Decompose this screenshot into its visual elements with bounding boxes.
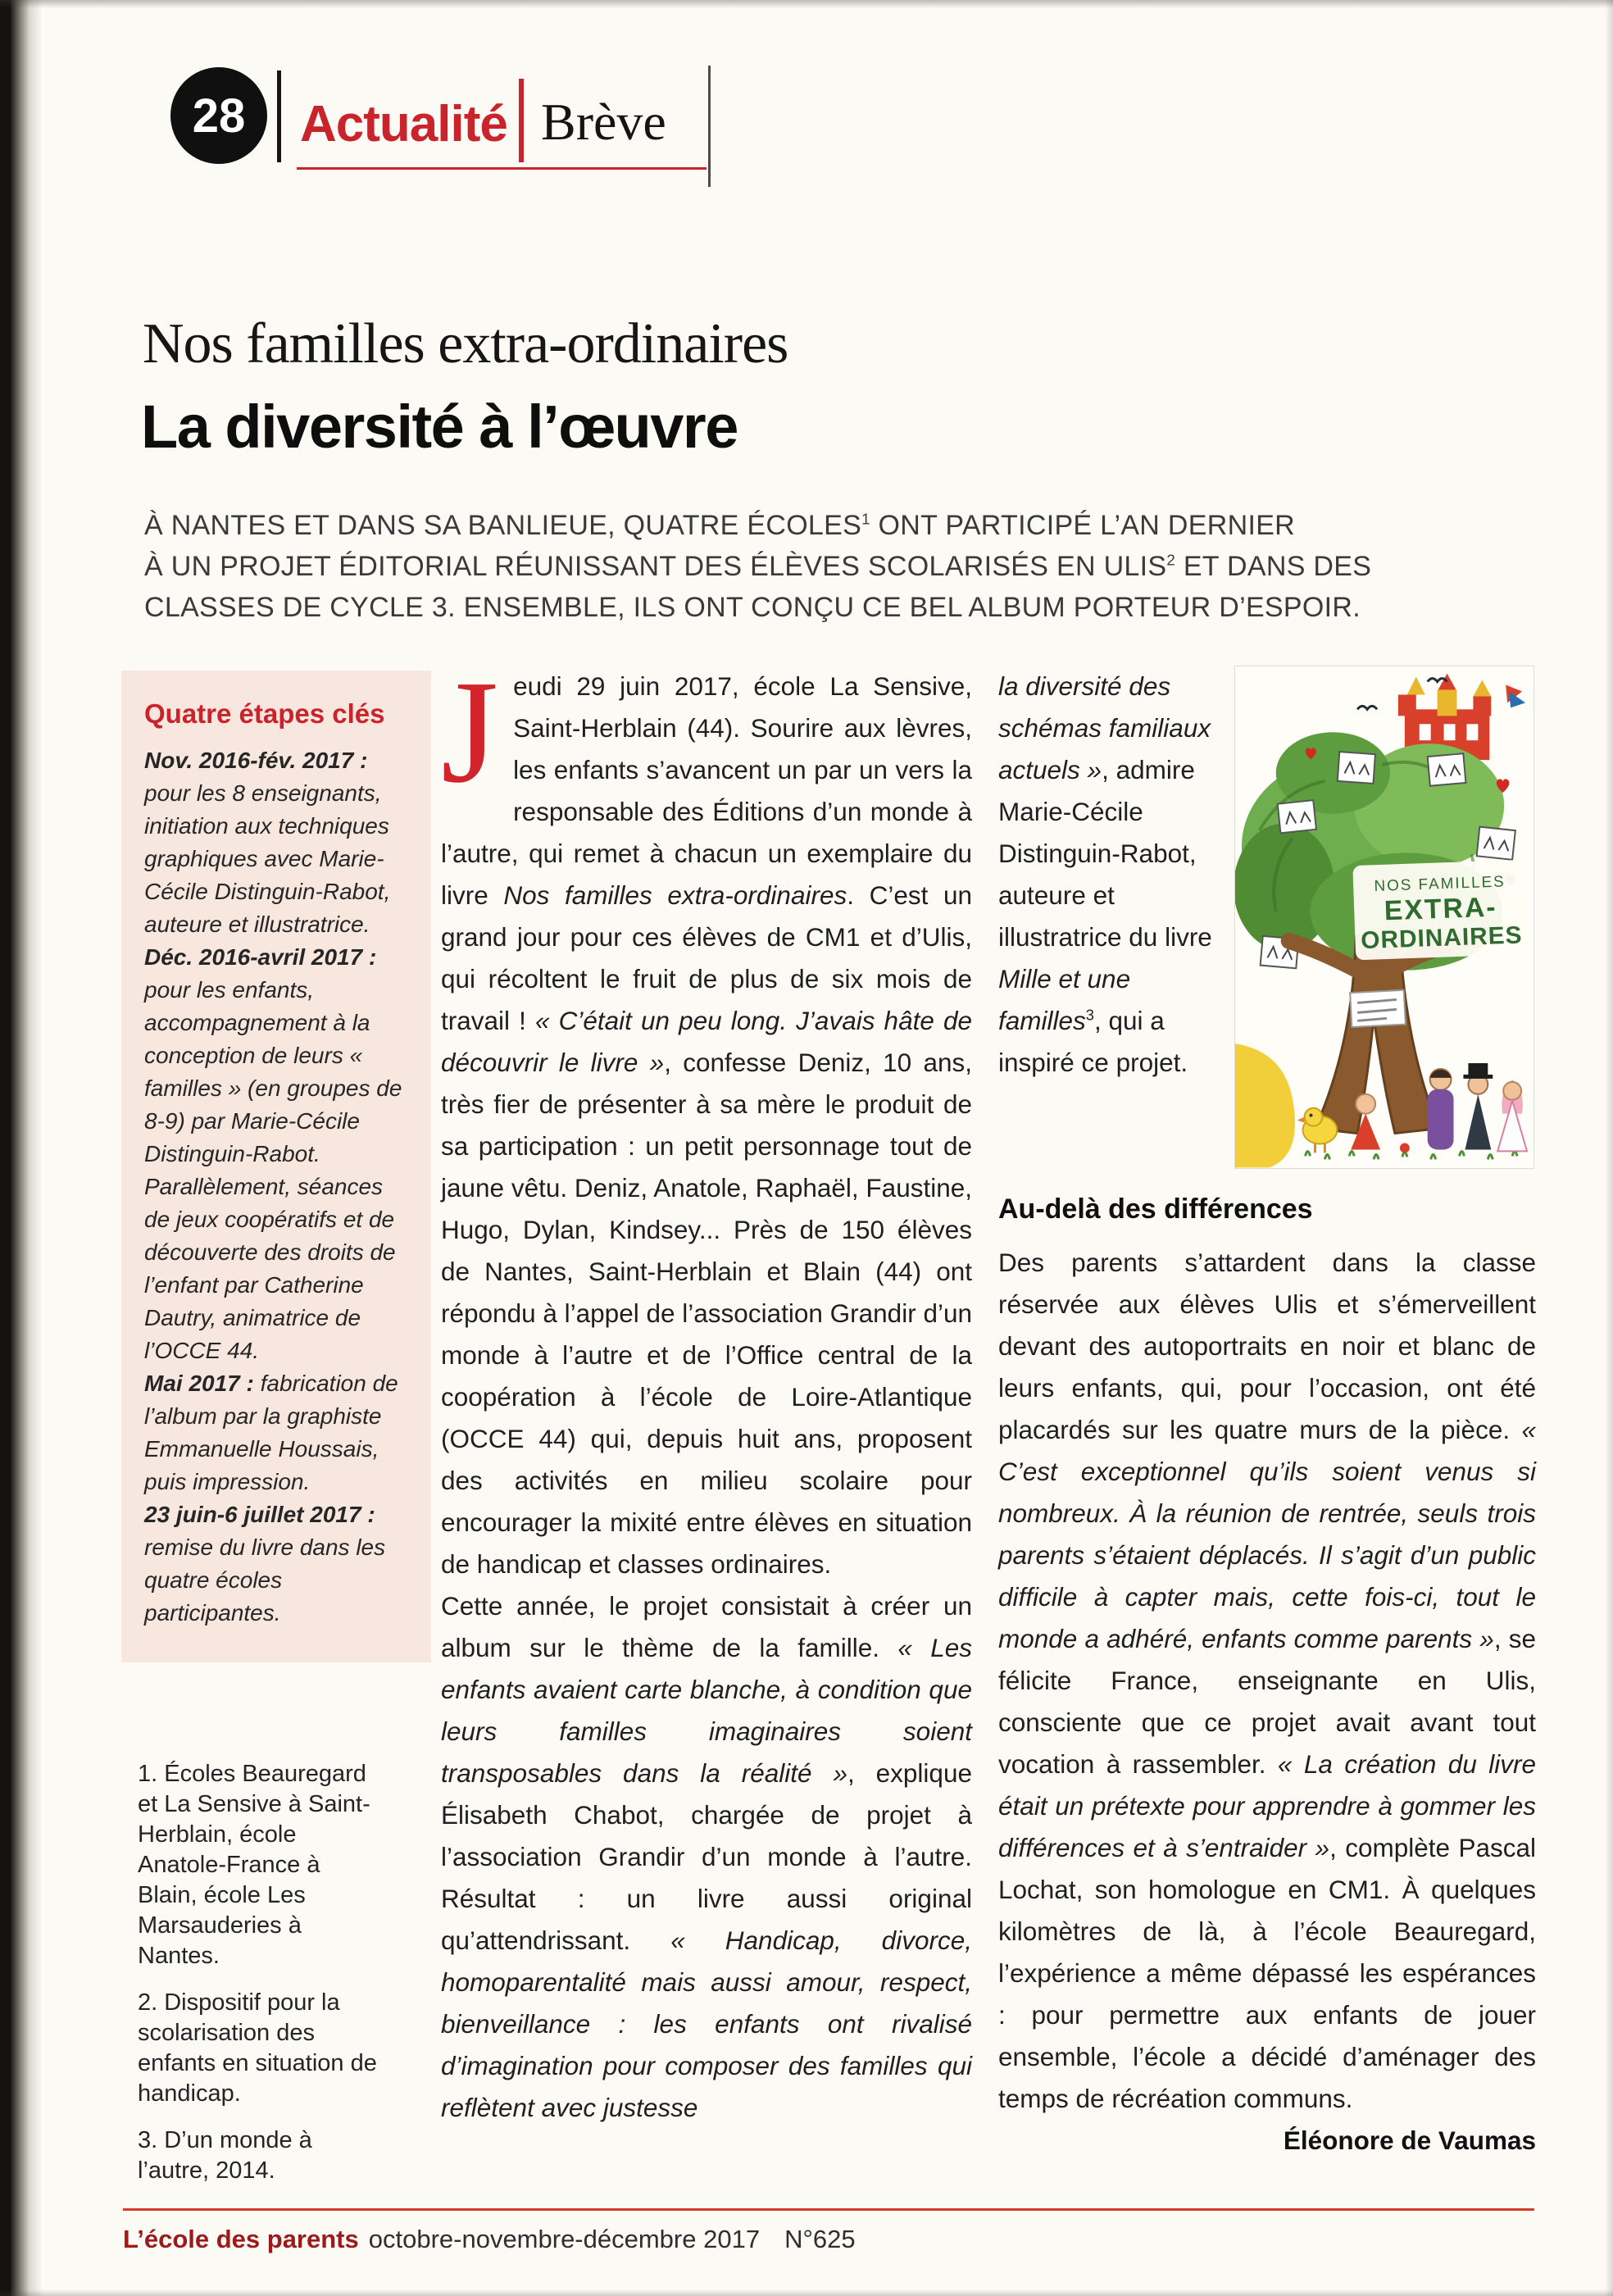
article-column-2	[998, 666, 1536, 2162]
issue-number: N°625	[784, 2225, 856, 2253]
cover-title	[1352, 860, 1529, 961]
masthead-divider	[277, 70, 281, 162]
issue-date: octobre-novembre-décembre 2017	[368, 2225, 761, 2253]
cover-title-line2: ORDINAIRES	[1360, 921, 1524, 955]
sidebar-entry-date: Nov. 2016-fév. 2017 :	[144, 748, 368, 773]
publisher-label	[1350, 990, 1406, 1027]
article-paragraph: Cette année, le projet consistait à créer un album sur le thème de la famille. « Les enfants avaient carte blanche, à condition que leurs familles imaginaires soient transposables dans la réalité », explique Élisabeth Chabot, chargée de projet à l’association Grandir d’un monde à l’autre. Résultat : un livre aussi original qu’attendrissant. « Handicap, divorce, homoparentalité mais aussi amour, respect, bienveillance : les enfants ont rivalisé d’imagination pour composer des familles qui reflètent avec justesse	[441, 1591, 972, 2122]
article-column-1	[441, 650, 973, 2129]
article-paragraph	[441, 650, 973, 1585]
standfirst: À NANTES ET DANS SA BANLIEUE, QUATRE ÉCOLES$^1$ ONT PARTICIPÉ L’AN DERNIER À UN PROJET ÉDITORIAL RÉUNISSANT DES ÉLÈVES SCOLARISÉS EN ULIS$^2$ ET DANS DES CLASSES DE CYCLE 3. ENSEMBLE, ILS ONT CONÇU CE BEL ALBUM PORTEUR D’ESPOIR.	[144, 510, 1372, 623]
footnote: 1. Écoles Beauregard et La Sensive à Saint-Herblain, école Anatole-France à Blain, école Les Marsauderies à Nantes.	[138, 1761, 370, 1969]
sidebar-entry-text: fabrication de l’album par la graphiste Emmanuelle Houssais, puis impression.	[144, 1371, 398, 1494]
sidebar-entry	[144, 1498, 408, 1630]
footnotes	[138, 1759, 385, 2203]
footnote: 3. D’un monde à l’autre, 2014.	[138, 2127, 312, 2184]
article-kicker-title: Nos familles extra-ordinaires	[143, 312, 788, 375]
cover-title-line1: EXTRA-	[1384, 891, 1498, 927]
footnote: 2. Dispositif pour la scolarisation des enfants en situation de handicap.	[138, 1989, 377, 2107]
scan-top-shadow	[0, 0, 1613, 8]
subsection-label: Brève	[541, 93, 666, 151]
scan-right-shadow	[1605, 0, 1613, 2296]
paragraph-text: eudi 29 juin 2017, école La Sensive, Saint-Herblain (44). Sourire aux lèvres, les enfants s’avancent un par un vers la responsable des Éditions d’un monde à l’autre, qui remet à chacun un exemplaire du livre Nos familles extra-ordinaires. C’est un grand jour pour ces élèves de CM1 et d’Ulis, qui récoltent le fruit de plus de six mois de travail ! « C’était un peu long. J’avais hâte de découvrir le livre », confesse Deniz, 10 ans, très fier de présenter à sa mère le produit de sa participation : un petit personnage tout de jaune vêtu. Deniz, Anatole, Raphaël, Faustine, Hugo, Dylan, Kindsey... Près de 150 élèves de Nantes, Saint-Herblain et Blain (44) ont répondu à l’appel de l’association Grandir d’un monde à l’autre et de l’Office central de la coopération à l’école de Loire-Atlantique (OCCE 44) qui, depuis huit ans, proposent des activités en milieu scolaire pour encourager la mixité entre élèves en situation de handicap et classes ordinaires.	[441, 671, 973, 1579]
sidebar-entry-date: Mai 2017 :	[144, 1371, 254, 1396]
article-subheading: Au-delà des différences	[998, 1193, 1313, 1225]
key-steps-sidebar	[121, 671, 431, 1662]
author-byline: Éléonore de Vaumas	[1283, 2126, 1536, 2155]
page-footer	[123, 2225, 856, 2254]
sidebar-entry-text: remise du livre dans les quatre écoles participantes.	[144, 1534, 386, 1625]
page-number: 28	[192, 89, 246, 143]
page-number-badge	[170, 67, 267, 164]
sidebar-entry-date: Déc. 2016-avril 2017 :	[144, 944, 377, 970]
book-cover	[1234, 666, 1534, 1169]
cover-title-small: NOS FAMILLES	[1374, 873, 1506, 895]
red-flower	[1400, 1143, 1410, 1153]
footer-rule	[123, 2208, 1534, 2211]
masthead-divider-red	[519, 79, 524, 162]
sidebar-entry	[144, 744, 408, 941]
masthead-rule	[297, 167, 707, 170]
scan-bottom-shadow	[0, 2289, 1613, 2296]
sidebar-entry-date: 23 juin-6 juillet 2017 :	[144, 1502, 375, 1527]
sidebar-entry-text: pour les enfants, accompagnement à la conception de leurs « familles » (en groupes de 8-9) par Marie-Cécile Distinguin-Rabot. Parallèlement, séances de jeux coopératifs et de découverte des droits de l’enfant par Catherine Dautry, animatrice de l’OCCE 44.	[144, 977, 402, 1363]
article-paragraph: Des parents s’attardent dans la classe réservée aux élèves Ulis et s’émerveillent devant des autoportraits en noir et blanc de leurs enfants, qui, pour l’occasion, ont été placardés sur les quatre murs de la pièce. « C’est exceptionnel qu’ils soient venus si nombreux. À la réunion de rentrée, seuls trois parents s’étaient déplacés. Il s’agit d’un public difficile à capter mais, cette fois-ci, tout le monde a adhéré, enfants comme parents », se félicite France, enseignante en Ulis, consciente que ce projet avait avant tout vocation à rassembler. « La création du livre était un prétexte pour apprendre à gommer les différences et à s’entraider », complète Pascal Lochat, son homologue en CM1. À quelques kilomètres de là, à l’école Beauregard, l’expérience a même dépassé les espérances : pour permettre aux enfants de jouer ensemble, l’école a décidé d’aménager des temps de récréation communs. Éléonore de Vaumas	[998, 1242, 1536, 2120]
book-cover-illustration	[1235, 666, 1533, 1168]
article-paragraph: la diversité des schémas familiaux actuels », admire Marie-Cécile Distinguin-Rabot, auteure et illustratrice du livre Mille et une familles$^3$, qui a inspiré ce projet.	[998, 671, 1212, 1077]
sidebar-title: Quatre étapes clés	[144, 698, 385, 729]
masthead-divider-end	[708, 66, 711, 187]
sidebar-entry	[144, 1367, 408, 1498]
scan-binding-shadow	[0, 0, 43, 2296]
text-and-cover-row	[998, 666, 1536, 1169]
parent-figure-purple	[1428, 1069, 1454, 1149]
sidebar-entry-text: pour les 8 enseignants, initiation aux techniques graphiques avec Marie-Cécile Distinguin-Rabot, auteure et illustratrice.	[144, 780, 391, 937]
drop-cap: J	[441, 650, 499, 813]
section-label: Actualité	[300, 96, 507, 152]
article-main-title: La diversité à l’œuvre	[141, 393, 738, 461]
sidebar-entry	[144, 941, 408, 1367]
journal-name: L’école des parents	[123, 2225, 359, 2253]
